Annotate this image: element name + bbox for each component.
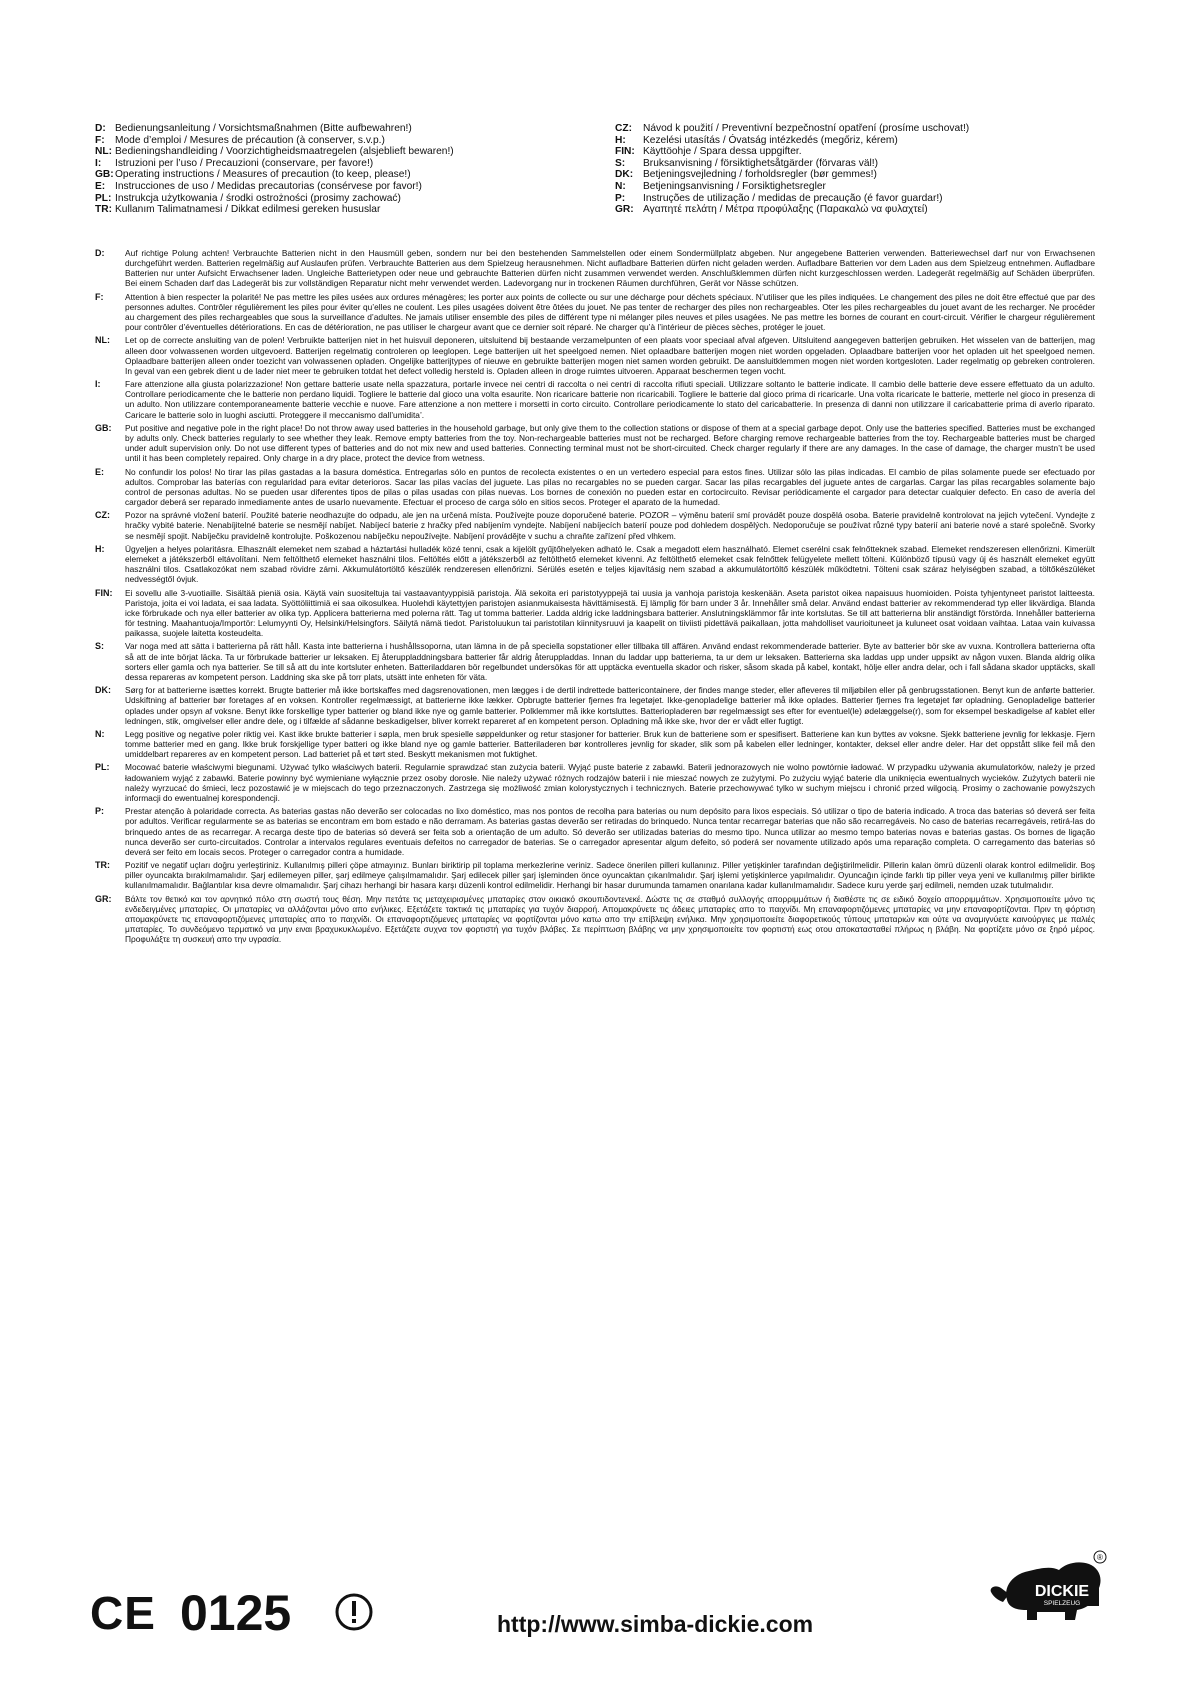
language-code: DK: <box>615 169 634 181</box>
language-section <box>95 806 1095 857</box>
section-text: Pozitif ve negatif uçları doğru yerleştiriniz. Kullanılmış pilleri çöpe atmayınız. Bunları biriktirip pil toplama merkezlerine veriniz. Sadece önerilen pilleri kullanınız. Piller yetişkinler tarafından değiştirilmelidir. Pillerin kalan ömrü düzenli olarak kontrol edilmelidir. Boş piller oyuncakta bırakılmamalıdır. Şarj edilemeyen piller, şarj edilmeye çalışılmamalıdır. Şarj edilecek piller şarj işleminden önce oyuncaktan çıkarılmalıdır. Şarj işlemi yetişkinlerce yapılmalıdır. Oyuncağın içinde farklı tip piller veya yeni ve kullanılmış piller birlikte kullanılmamalıdır. Bağlantılar kısa devre olmamalıdır. Şarj cihazı herhangi bir hasara karşı düzenli kontrol edilmelidir. Herhangi bir hasar durumunda tamamen onarılana kadar kullanılmamalıdır. Sadece kuru yerde şarj edilmeli, nemden uzak tutulmalıdır. <box>125 860 1095 891</box>
language-code: PL: <box>95 192 112 204</box>
language-title: Bruksanvisning / försiktighetsåtgärder (förvaras väl!) <box>643 157 878 169</box>
language-title: Istruzioni per l’uso / Precauzioni (conservare, per favore!) <box>115 157 374 169</box>
language-code: F: <box>95 134 105 146</box>
logo-subtext: SPIELZEUG <box>1043 1600 1081 1607</box>
language-section <box>95 729 1095 759</box>
language-row <box>95 123 625 135</box>
language-title: Kullanım Talimatnamesi / Dikkat edilmesi gereken hususlar <box>115 204 381 216</box>
section-language-code: FIN: <box>95 587 113 598</box>
website-url: http://www.simba-dickie.com <box>497 1611 814 1637</box>
language-code: FIN: <box>615 146 635 158</box>
language-row <box>95 181 625 193</box>
language-title: Betjeningsvejledning / forholdsregler (bør gemmes!) <box>643 169 877 181</box>
language-code: D: <box>95 123 106 134</box>
language-title: Mode d’emploi / Mesures de précaution (à conserver, s.v.p.) <box>115 134 385 146</box>
section-language-code: GB: <box>95 422 112 433</box>
language-row <box>95 193 625 205</box>
language-section <box>95 588 1095 639</box>
section-language-code: S: <box>95 641 104 652</box>
dickie-logo-icon <box>985 1548 1110 1628</box>
language-index-left <box>95 123 625 216</box>
language-section <box>95 467 1095 508</box>
section-text: No confundir los polos! No tirar las pilas gastadas a la basura doméstica. Entregarlas sólo en puntos de recolecta existentes o en un vertedero especial para estos fines. Utilizar sólo las pilas indicadas. El cambio de pilas solamente puede ser efectuado por adultos. Comprobar las baterías con regularidad para evitar deterioros. Sacar las pilas vacías del juguete. Las pilas no recargables no se pueden cargar. Sacar las pilas recargables del juguete antes de cargarlas. Cargar las pilas recargables solamente bajo control de personas adultas. No se pueden usar diferentes tipos de pilas o pilas usadas con pilas nuevas. Los bornes de conexión no pueden estar en cortocircuito. Revisar periódicamente el cargador para detectar cualquier defecto. En caso de avería del cargador deberá ser reparado inmediamente antes de usarlo nuevamente. Efectuar el proceso de carga sólo en sitios secos. Proteger el aparato de la humedad. <box>125 466 1095 508</box>
language-row <box>615 146 1095 158</box>
section-text: Βάλτε τον θετικό και τον αρνητικό πόλο στη σωστή τους θέση. Μην πετάτε τις μεταχειρισμένες μπαταρίες στον οικιακό σκουπιδοντενεκέ. Δώστε τις σε σταθμό συλλογής απορριμμάτων ή διαθέστε τις σε ειδικό δοχείο απορριμμάτων. Χρησιμοποιείτε μόνο τις ενδεδειγμένες μπαταρίες. Οι μπαταρίες να αλλάζονται μόνο απο ενήλικες. Εξετάζετε τακτικά τις μπαταρίες για τυχόν διαρροή. Απομακρύνετε τις άδειες μπαταρίες απο το παιχνίδι. Μη επαναφορτιζόμενες μπαταρίες να μην επαναφορτίζονται. Πριν τη φόρτιση απομακρύνετε τις επαναφορτιζόμενες μπαταρίες απο το παιχνίδι. Οι επαναφορτιζόμενες μπαταρίες να φορτίζονται μόνο κατω απο την επίβλεψη ενήλικα. Μην χρησιμοποιείτε διαφορετικούς τύπους μπαταριών και ούτε να αναμιγνύετε καινούργιες με παλιές μπαταρίες. Το συνδεόμενο τερματικό να μην ειναι βραχυκυκλωμένο. Εξετάζετε συχνα τον φορτιστή για τυχόν βλάβες. Σε περίπτωση βλάβης να μην χρησιμοποιείτε τον φορτιστή εως οτου αποκατασταθεί πλήρως η βλάβη. Να φορτίζετε μόνο σε ξηρό μέρος. Προφυλάξτε τη συσκευή απο την υγρασία. <box>125 893 1095 945</box>
language-section <box>95 685 1095 726</box>
section-language-code: PL: <box>95 762 110 773</box>
language-row <box>95 169 625 181</box>
language-section <box>95 762 1095 803</box>
section-language-code: DK: <box>95 685 111 696</box>
section-text: Sørg for at batterierne isættes korrekt. Brugte batterier må ikke bortskaffes med dagsrenovationen, men lægges i de dertil indrettede battericontainere, der findes mange steder, eller afleveres til miljøbilen eller på genbrugsstationen. Benyt kun de anførte batterier. Udskiftning af batterier bør foretages af en voksen. Kontroller regelmæssigt, at batterierne ikke lækker. Opbrugte batterier fjernes fra legetøjet. Ikke-genopladelige batterier må ikke oplades. Batterier fjernes fra legetøjet før opladning. Genopladelige batterier oplades under opsyn af voksne. Benyt ikke forskellige typer batterier og bland ikke nye og gamle batterier. Polklemmer må ikke kortsluttes. Batteriopladeren bør regelmæssigt ses efter for eventuel(le) ødelæggelse(r), som for eksempel beskadigelse af kablet eller ledningen, stik, omgivelser eller andre dele, og i tilfælde af sådanne beskadigelser, bliver korrekt repareret af en kompetent person. Opladning må ikke ske, hvor der er vådt eller fugtigt. <box>125 685 1095 726</box>
alert-class-icon <box>334 1592 374 1632</box>
language-row <box>615 135 1095 147</box>
section-language-code: N: <box>95 728 105 739</box>
language-section <box>95 641 1095 682</box>
section-language-code: I: <box>95 379 101 390</box>
section-text: Mocować baterie właściwymi biegunami. Używać tylko właściwych baterii. Regularnie sprawdzać stan zużycia baterii. Wyjąć puste baterie z zabawki. Baterii jednorazowych nie wolno powtórnie ładować. W przypadku używania akumulatorków, należy je przed ładowaniem wyjąć z zabawki. Baterie powinny być wymieniane wyłącznie przez osoby dorosłe. Nie należy używać różnych rodzajów baterii i nie mieszać nowych ze zużytymi. Po zużyciu wyjąć baterie dla uniknięcia ewentualnych wycieków. Zużytych baterii nie należy wyrzucać do śmieci, lecz pozostawić je w miejscach do tego przeznaczonych. Zastrzega się możliwość zmian kolorystycznych i technicznych. Baterie przechowywać tylko w suchym miejscu i chronić przed wilgocią. Prosimy o zachowanie powyższych informacji do ewentualnej korespondencji. <box>125 762 1095 803</box>
notified-body-number: 0125 <box>180 1585 292 1641</box>
language-title: Instruções de utilização / medidas de precaução (é favor guardar!) <box>643 192 943 204</box>
section-text: Legg positive og negative poler riktig vei. Kast ikke brukte batterier i søpla, men bruk spesielle søppeldunker og retur stasjoner for batterier. Bruk kun de batteriene som er spesifisert. Batteriene kan kun byttes av voksne. Sjekk batteriene jevnlig for lekkasje. Fjern tomme batterier med en gang. Ikke bruk forskjellige typer batteri og ikke bland nye og gamle batterier. Batteriladeren bør kontrolleres jevnlig for skader, slik som på kabelen eller ledninger, kontakter, deksel eller andre deler. Har det oppstått slike feil må den umiddelbart repareres av en kompetent person. Lad batteriet på et tørt sted. Beskytt mekanismen mot fuktighet. <box>125 728 1095 760</box>
language-code: P: <box>615 192 626 204</box>
language-row <box>95 146 625 158</box>
language-section <box>95 292 1095 333</box>
safety-instructions <box>95 248 1095 1580</box>
language-row <box>95 158 625 170</box>
section-language-code: CZ: <box>95 510 110 521</box>
language-title: Betjeningsanvisning / Forsiktighetsregler <box>643 180 826 192</box>
language-row <box>95 135 625 147</box>
language-section <box>95 423 1095 464</box>
registered-mark: ® <box>1097 1553 1103 1562</box>
section-text: Ei sovellu alle 3-vuotiaille. Sisältää pieniä osia. Käytä vain suositeltuja tai vastaavantyyppisiä paristoja. Älä sekoita eri paristotyyppejä tai uusia ja vanhoja paristoja keskenään. Aseta paristot oikea napaisuus huomioiden. Poista tyhjentyneet paristot laitteesta. Paristoja, joita ei voi ladata, ei saa ladata. Syöttöliittimiä ei saa oikosulkea. Huolehdi käytettyjen paristojen asianmukaisesta hävittämisestä. Ej lämplig för barn under 3 år. Innehåller små delar. Använd endast batterier av rekommenderad typ eller likvärdiga. Blanda icke förbrukade och nya eller batterier av olika typ. Applicera batterierna med polerna rätt. Tag ut tomma batterier. Ladda aldrig icke laddningsbara batterier. Anslutningsklämmor får inte kortslutas. Se till att batterierna blir anständigt förstörda. Innehåller batterierna för testning. Maahantuoja/Importör: Lelumyynti Oy, Helsinki/Helsingfors. Säilytä nämä tiedot. Paristoluukun tai paristotilan kiinnitysruuvi ja kaapelit on tiiviisti pidettävä paikallaan, jotta mahdolliset vaurioituneet ja kuluneet osat voidaan vaihtaa. Lataa vain kuivassa paikassa, suojele laitetta kosteudelta. <box>125 587 1095 639</box>
language-title: Αγαπητέ πελάτη / Μέτρα προφύλαξης (Παρακαλώ να φυλαχτεί) <box>643 204 928 216</box>
language-row <box>615 169 1095 181</box>
section-language-code: F: <box>95 291 104 302</box>
section-language-code: NL: <box>95 335 110 346</box>
language-code: GR: <box>615 204 634 216</box>
section-language-code: TR: <box>95 860 110 871</box>
language-code: CZ: <box>615 123 632 134</box>
section-text: Auf richtige Polung achten! Verbrauchte Batterien nicht in den Hausmüll geben, sondern nur bei den bestehenden Sammelstellen oder einem Sondermüllplatz abgeben. Nur angegebene Batterien verwenden. Batteriewechsel darf nur von Erwachsenen durchgeführt werden. Batterien regelmäßig auf Auslaufen prüfen. Verbrauchte Batterien aus dem Spielzeug herausnehmen. Nicht aufladbare Batterien dürfen nicht geladen werden. Aufladbare Batterien vor dem Laden aus dem Spielzeug entnehmen. Aufladbare Batterien nur unter Aufsicht Erwachsener laden. Ungleiche Batterietypen oder neue und gebrauchte Batterien dürfen nicht zusammen verwendet werden. Anschlußklemmen dürfen nicht kurzgeschlossen werden. Ladegerät regelmäßig auf Schäden überprüfen. Bei einem Schaden darf das Ladegerät bis zur vollständigen Reparatur nicht mehr verwendet werden. Ladevorgang nur in trockenen Räumen durchführen, Gerät vor Nässe schützen. <box>125 248 1095 289</box>
language-section <box>95 894 1095 945</box>
language-title: Návod k použití / Preventivní bezpečnostní opatření (prosíme uschovat!) <box>643 123 970 134</box>
language-title: Bedieningshandleiding / Voorzichtigheidsmaatregelen (alsjeblieft bewaren!) <box>115 146 454 158</box>
language-index <box>95 123 1095 239</box>
language-section <box>95 335 1095 376</box>
language-section <box>95 510 1095 540</box>
language-row <box>615 181 1095 193</box>
language-code: NL: <box>95 146 112 158</box>
ce-mark: CE <box>90 1587 156 1639</box>
section-text: Put positive and negative pole in the right place! Do not throw away used batteries in the household garbage, but only give them to the collection stations or dispose of them at a special garbage depot. Only use the batteries specified. Batteries must be exchanged by adults only. Check batteries regularly to see whether they leak. Remove empty batteries from the toy. Non-rechargeable batteries must not be recharged. Before charging remove rechargeable batteries from the toy. Rechargeable batteries must be charged under adult supervision only. Do not use different types of batteries and do not mix new and used batteries. Connecting terminal must not be short-circuited. Check charger regularly if there are any damages. In the case of damage, the charger mustn’t be used until it has been completely repaired. Only charge in a dry place, protect the device from wetness. <box>125 422 1095 464</box>
section-language-code: H: <box>95 543 105 554</box>
language-section <box>95 544 1095 585</box>
section-language-code: P: <box>95 806 104 817</box>
language-code: N: <box>615 180 626 192</box>
language-title: Instrucciones de uso / Medidas precautorias (consérvese por favor!) <box>115 180 422 192</box>
logo-wordmark: DICKIE <box>1034 1583 1090 1600</box>
language-title: Operating instructions / Measures of precaution (to keep, please!) <box>115 169 411 181</box>
language-title: Bedienungsanleitung / Vorsichtsmaßnahmen (Bitte aufbewahren!) <box>115 123 412 134</box>
language-section <box>95 248 1095 289</box>
language-title: Käyttöohje / Spara dessa uppgifter. <box>643 146 802 158</box>
language-section <box>95 860 1095 890</box>
section-text: Attention à bien respecter la polarité! Ne pas mettre les piles usées aux ordures ménagères; les porter aux points de collecte ou sur une décharge pour déchets spéciaux. N’utiliser que les piles indiquées. Le changement des piles ne doit être effectué que par des personnes adultes. Contrôler régulièrement les piles pour éviter qu’elles ne coulent. Les piles usagées doivent être ôtées du jouet. Ne pas tenter de recharger des piles non rechargeables. Oter les piles rechargeables du jouet avant de les recharger. Ne procéder au chargement des piles rechargeables que sous la surveillance d’adultes. Ne jamais utiliser ensemble des piles de différent type ni mélanger piles neuves et piles usagées. Ne pas mettre les bornes de courant en court-circuit. Vérifier le chargeur régulièrement pour contrôler d’éventuelles détériorations. En cas de détérioration, ne pas utiliser le chargeur avant que ce dernier soit réparé. Ne charger qu’à l’intérieur de pièces sèches, protéger le jouet. <box>125 291 1095 333</box>
language-code: TR: <box>95 204 112 216</box>
language-title: Kezelési utasítás / Óvatság intézkedés (megőriz, kérem) <box>643 134 898 146</box>
language-code: GB: <box>95 169 114 181</box>
language-row <box>615 158 1095 170</box>
language-code: S: <box>615 157 626 169</box>
language-title: Instrukcja użytkowania / środki ostrożności (prosimy zachować) <box>115 192 401 204</box>
language-code: E: <box>95 180 106 192</box>
section-text: Let op de correcte ansluiting van de polen! Verbruikte batterijen niet in het huisvuil deponeren, uitsluitend bij bestaande verzamelpunten of een plaats voor speciaal afval afgeven. Uitsluitend aangegeven batterijen gebruiken. Het wisselen van de batterijen, mag alleen door volwassenen worden uitgevoerd. Batterijen regelmatig controleren op leeglopen. Lege batterijen uit het speelgoed nemen. Niet oplaadbare batterijen mogen niet worden opgeladen. Oplaadbare batterijen voor het opladen uit het speelgoed nemen. Oplaadbare batterijen alleen onder toezicht van volwassenen opladen. Ongelijke batterijtypes of nieuwe en gebruikte batterijen mogen niet samen worden gebruikt. De aansluitklemmen mogen niet worden kortgesloten. Lader regelmatig op gebreken controleren. In geval van een gebrek dient u de lader niet meer te gebruiken totdat het defect volledig hersteld is. Opladen alleen in droge ruimtes uitvoeren. Apparaat beschermen tegen vocht. <box>125 335 1095 376</box>
section-language-code: D: <box>95 248 105 258</box>
section-text: Var noga med att sätta i batterierna på rätt håll. Kasta inte batterierna i hushållssoporna, utan lämna in de på speciella sopstationer eller tillbaka till affären. Använd endast rekommenderade batterier. Byte av batterier bör ske av vuxna. Kontrollera batterierna ofta så att de inte börjat läcka. Ta ur förbrukade batterier ur leksaken. Ej återuppladdningsbara batterier får aldrig återuppladdas. Innan du laddar upp batterierna, ta ur dem ur leksaken. Batterierna ska laddas upp under uppsikt av någon vuxen. Blanda aldrig olika sorters eller gamla och nya batterier. Se till så att du inte kortsluter enheten. Batteriladdaren bör regelbundet undersökas för att upptäcka eventuella skador och risker, såsom skada på kabel, kontakt, hölje eller andra delar, och i fall sådana skador upptäcks, skall dessa repareras av kompetent person. Laddning ska ske på torr plats, utsätt inte enheten för väta. <box>125 641 1095 682</box>
section-text: Ügyeljen a helyes polaritásra. Elhasznált elemeket nem szabad a háztartási hulladék közé tenni, csak a kijelölt gyűjtőhelyeken adható le. Csak a megadott elem használható. Elemet cserélni csak felnőtteknek szabad. Elemeket rendszeresen ellenőrizni. Kimerült elemeket a játékszerből eltávolítani. Nem feltölthető elemeket használni tilos. Feltöltés előtt a játékszerből az feltölthető elemeket kivenni. Az feltölthető elemeket csak felnőttek felügyelete mellett tölteni. Különböző típusú vagy új és használt elemeket együtt használni tilos. Csatlakozókat nem szabad rövidre zárni. Akkumulátortöltő készülék rendzeresen ellenőrizni. Sérülés esetén e teljes kijavításig nem szabad a akkumulátortöltő készülék működtetni. Tölteni csak száraz helyiségben szabad, a töltőkészüléket nedvességtől óvjuk. <box>125 543 1095 585</box>
section-language-code: E: <box>95 466 104 477</box>
language-section <box>95 379 1095 420</box>
section-language-code: GR: <box>95 893 112 904</box>
language-row <box>95 204 625 216</box>
language-index-right <box>615 123 1095 216</box>
language-code: I: <box>95 157 102 169</box>
language-row <box>615 204 1095 216</box>
language-row <box>615 193 1095 205</box>
section-text: Pozor na správné vložení baterií. Použité baterie neodhazujte do odpadu, ale jen na určená místa. Používejte pouze doporučené baterie. POZOR – výměnu baterií smí provádět pouze dospělá osoba. Baterie pravidelně kontrolovat na jejich vytečení. Vyndejte z hračky vybité baterie. Nenabíjitelné baterie se nesmějí nabíjet. Nabíjecí baterie z hračky před nabíjením vyndejte. Nabíjení nabíjecích baterií pouze pod dohledem dospělých. Nedoporučuje se používat různé typy baterií ani baterie nové a staré společně. Svorky se nesmějí spojit. Nabíječku pravidelně kontrolujte. Poškozenou nabíječku nepoužívejte. Nabíjení provádějte v suchu a chraňte zařízení před vlhkem. <box>125 510 1095 541</box>
section-text: Fare attenzione alla giusta polarizzazione! Non gettare batterie usate nella spazzatura, portarle invece nei centri di raccolta o nei centri di raccolta rifiuti speciali. Utilizzare soltanto le batterie indicate. Il cambio delle batterie deve essere effettuato da un adulto. Controllare periodicamente che le batterie non perdano liquidi. Togliere le batterie dal gioco una volta esaurite. Non ricaricare batterie non ricaricabili. Togliere le batterie dal gioco prima di ricaricarle. Una volta ricaricate le batterie, metterle nel gioco in presenza di un adulto. Non utilizzare contemporaneamente batterie vecchie e nuove. Fare attenzione a non mettere i morsetti in corto circuito. Controllare periodicamente lo stato del caricabatterie. In presenza di danni non utilizzare il caricabatterie prima di averlo riparato. Caricare le batterie solo in luoghi asciutti. Proteggere il meccanismo dall’umidita’. <box>125 379 1095 420</box>
section-text: Prestar atenção à polaridade correcta. As baterias gastas não deverão ser colocadas no lixo doméstico, mas nos pontos de recolha para baterias ou num depósito para lixos especiais. Só utilizar o tipo de bateria indicado. A troca das baterias só deverá ser feita por adultos. Verificar regularmente se as baterias se encontram em bom estado e não derramam. As baterias gastas deverão ser retiradas do brinquedo. Nunca tentar recarregar baterias que não são recarregáveis. No caso de baterias recarregáveis, retirá-las do brinquedo antes de as recarregar. A recarga deste tipo de baterias só deverá ser feita sob a orientação de um adulto. Só deverão ser utilizadas baterias do mesmo tipo. Nunca utilizar ao mesmo tempo baterias novas e baterias gastas. Os bornes de ligação nunca deverão ser curto-circuitados. Controlar a intervalos regulares eventuais defeitos no carregador de baterias. Se o carregador apresentar algum defeito, só poderá ser novamente utilizado após uma reparação completa. O carregamento das baterias só deverá ser feito em locais secos. Proteger o carregador contra a humidade. <box>125 806 1095 857</box>
language-code: H: <box>615 134 626 146</box>
language-row <box>615 123 1095 135</box>
